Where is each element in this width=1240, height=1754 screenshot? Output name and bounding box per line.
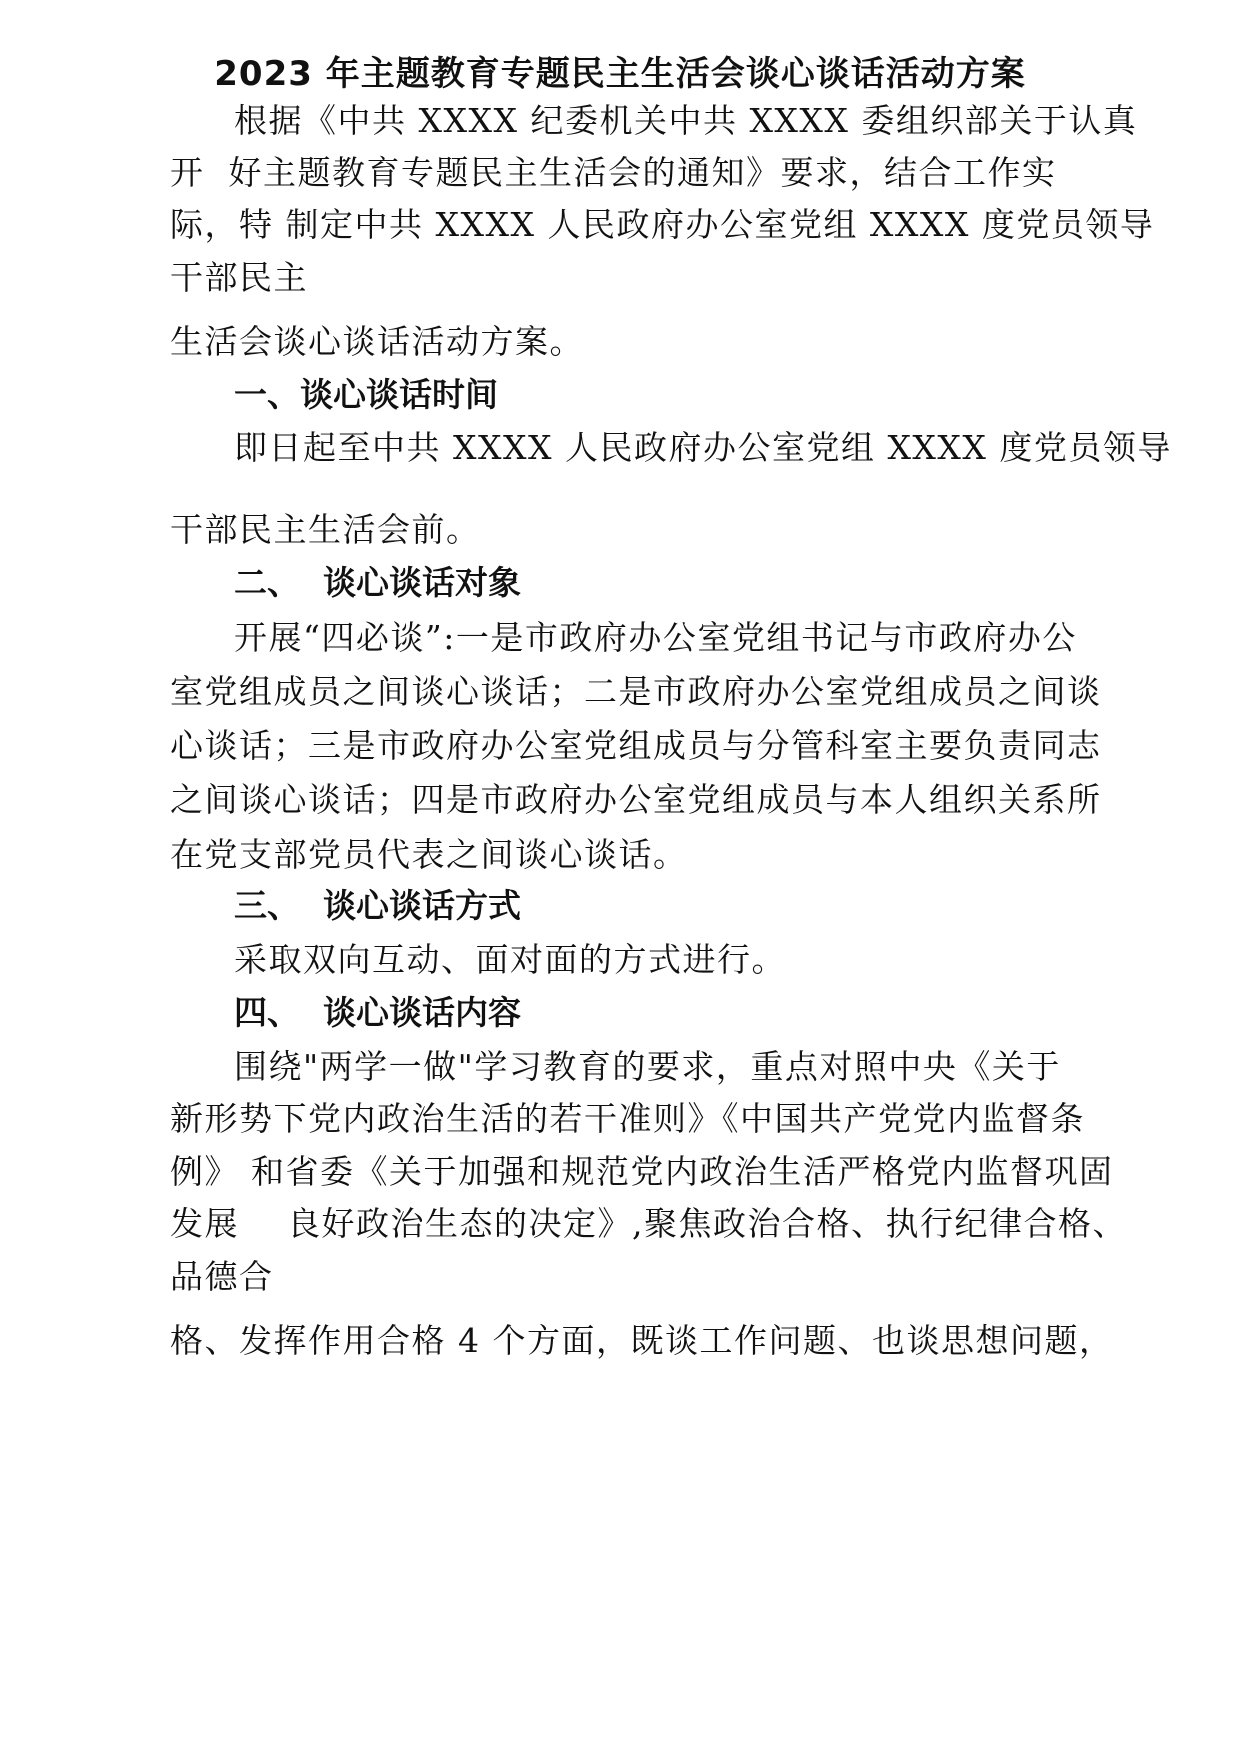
intro-line: 干部民主 [170, 258, 308, 297]
intro-line: 开 好主题教育专题民主生活会的通知》要求，结合工作实 [170, 153, 1057, 192]
section-heading: 四、 谈心谈话内容 [234, 993, 521, 1032]
paragraph-line: 室党组成员之间谈心谈话；二是市政府办公室党组成员之间谈 [170, 672, 1102, 711]
paragraph-line: 例》 和省委《关于加强和规范党内政治生活严格党内监督巩固 [170, 1152, 1114, 1191]
section-heading: 三、 谈心谈话方式 [234, 886, 521, 925]
paragraph-line: 之间谈心谈话；四是市政府办公室党组成员与本人组织关系所 [170, 780, 1102, 819]
intro-line: 际，特 制定中共 XXXX 人民政府办公室党组 XXXX 度党员领导 [170, 205, 1155, 244]
paragraph-line: 围绕"两学一做"学习教育的要求，重点对照中央《关于 [234, 1047, 1061, 1086]
paragraph-line: 格、发挥作用合格 4 个方面，既谈工作问题、也谈思想问题， [170, 1321, 1114, 1360]
paragraph-line: 新形势下党内政治生活的若干准则》《中国共产党党内监督条 [170, 1099, 1085, 1138]
section-heading: 一、谈心谈话时间 [234, 375, 498, 414]
intro-line: 生活会谈心谈话活动方案。 [170, 322, 584, 361]
paragraph-line: 在党支部党员代表之间谈心谈话。 [170, 835, 688, 874]
paragraph-line: 干部民主生活会前。 [170, 510, 481, 549]
paragraph-line: 心谈话；三是市政府办公室党组成员与分管科室主要负责同志 [170, 726, 1102, 765]
paragraph-line: 采取双向互动、面对面的方式进行。 [234, 940, 786, 979]
paragraph-line: 发展 良好政治生态的决定》,聚焦政治合格、执行纪律合格、 [170, 1204, 1127, 1243]
intro-line: 根据《中共 XXXX 纪委机关中共 XXXX 委组织部关于认真 [234, 101, 1138, 140]
paragraph-line: 品德合 [170, 1257, 274, 1296]
document-title: 2023 年主题教育专题民主生活会谈心谈话活动方案 [214, 54, 1026, 94]
paragraph-line: 即日起至中共 XXXX 人民政府办公室党组 XXXX 度党员领导 [234, 428, 1172, 467]
section-heading: 二、 谈心谈话对象 [234, 563, 521, 602]
paragraph-line: 开展“四必谈”:一是市政府办公室党组书记与市政府办公 [234, 618, 1077, 657]
